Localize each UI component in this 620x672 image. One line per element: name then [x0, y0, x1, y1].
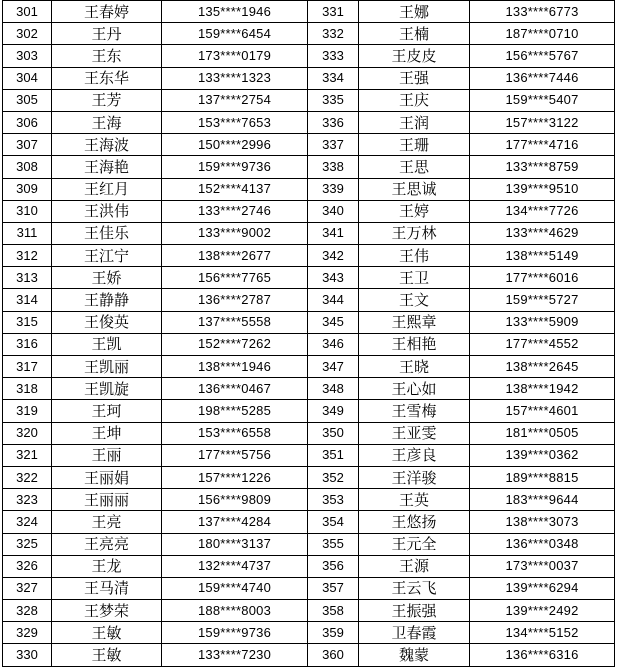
- left-number-cell: 328: [3, 600, 52, 622]
- right-phone-cell: 189****8815: [470, 466, 615, 488]
- right-name-cell: 王娜: [359, 1, 470, 23]
- left-name-cell: 王丽丽: [52, 489, 162, 511]
- right-name-cell: 卫春霞: [359, 622, 470, 644]
- right-phone-cell: 139****6294: [470, 577, 615, 599]
- right-phone-cell: 181****0505: [470, 422, 615, 444]
- left-name-cell: 王丽娟: [52, 466, 162, 488]
- right-number-cell: 341: [308, 222, 359, 244]
- left-phone-cell: 157****1226: [162, 466, 308, 488]
- left-phone-cell: 153****7653: [162, 111, 308, 133]
- left-name-cell: 王凯丽: [52, 356, 162, 378]
- right-phone-cell: 173****0037: [470, 555, 615, 577]
- right-name-cell: 王熙章: [359, 311, 470, 333]
- right-phone-cell: 133****6773: [470, 1, 615, 23]
- table-row: [3, 356, 615, 378]
- left-phone-cell: 180****3137: [162, 533, 308, 555]
- table-row: [3, 200, 615, 222]
- right-number-cell: 342: [308, 245, 359, 267]
- left-phone-cell: 159****9736: [162, 622, 308, 644]
- table-row: [3, 67, 615, 89]
- right-phone-cell: 138****3073: [470, 511, 615, 533]
- right-number-cell: 349: [308, 400, 359, 422]
- left-number-cell: 324: [3, 511, 52, 533]
- left-phone-cell: 150****2996: [162, 134, 308, 156]
- table-row: [3, 45, 615, 67]
- right-phone-cell: 159****5727: [470, 289, 615, 311]
- left-phone-cell: 177****5756: [162, 444, 308, 466]
- left-name-cell: 王娇: [52, 267, 162, 289]
- left-phone-cell: 153****6558: [162, 422, 308, 444]
- left-name-cell: 王亮亮: [52, 533, 162, 555]
- right-number-cell: 335: [308, 89, 359, 111]
- left-name-cell: 王海: [52, 111, 162, 133]
- right-phone-cell: 139****9510: [470, 178, 615, 200]
- right-name-cell: 魏蒙: [359, 644, 470, 666]
- left-number-cell: 302: [3, 23, 52, 45]
- left-number-cell: 323: [3, 489, 52, 511]
- table-row: [3, 511, 615, 533]
- left-name-cell: 王春婷: [52, 1, 162, 23]
- table-row: [3, 444, 615, 466]
- right-name-cell: 王万林: [359, 222, 470, 244]
- table-row: [3, 400, 615, 422]
- right-name-cell: 王皮皮: [359, 45, 470, 67]
- right-phone-cell: 133****8759: [470, 156, 615, 178]
- left-phone-cell: 138****2677: [162, 245, 308, 267]
- right-number-cell: 343: [308, 267, 359, 289]
- right-phone-cell: 133****5909: [470, 311, 615, 333]
- left-number-cell: 326: [3, 555, 52, 577]
- right-name-cell: 王伟: [359, 245, 470, 267]
- left-number-cell: 309: [3, 178, 52, 200]
- table-row: [3, 134, 615, 156]
- left-phone-cell: 159****4740: [162, 577, 308, 599]
- left-name-cell: 王佳乐: [52, 222, 162, 244]
- left-phone-cell: 152****4137: [162, 178, 308, 200]
- left-number-cell: 316: [3, 333, 52, 355]
- left-name-cell: 王静静: [52, 289, 162, 311]
- left-name-cell: 王凯: [52, 333, 162, 355]
- left-number-cell: 306: [3, 111, 52, 133]
- right-name-cell: 王振强: [359, 600, 470, 622]
- left-name-cell: 王东: [52, 45, 162, 67]
- table-row: [3, 555, 615, 577]
- left-phone-cell: 132****4737: [162, 555, 308, 577]
- right-name-cell: 王悠扬: [359, 511, 470, 533]
- left-number-cell: 301: [3, 1, 52, 23]
- right-phone-cell: 157****3122: [470, 111, 615, 133]
- left-name-cell: 王坤: [52, 422, 162, 444]
- right-phone-cell: 136****7446: [470, 67, 615, 89]
- right-phone-cell: 183****9644: [470, 489, 615, 511]
- right-number-cell: 338: [308, 156, 359, 178]
- right-name-cell: 王婷: [359, 200, 470, 222]
- right-name-cell: 王思: [359, 156, 470, 178]
- right-number-cell: 350: [308, 422, 359, 444]
- right-name-cell: 王文: [359, 289, 470, 311]
- right-name-cell: 王珊: [359, 134, 470, 156]
- left-phone-cell: 133****2746: [162, 200, 308, 222]
- left-number-cell: 321: [3, 444, 52, 466]
- right-number-cell: 359: [308, 622, 359, 644]
- right-name-cell: 王楠: [359, 23, 470, 45]
- table-row: [3, 489, 615, 511]
- left-name-cell: 王红月: [52, 178, 162, 200]
- left-name-cell: 王梦荣: [52, 600, 162, 622]
- right-number-cell: 339: [308, 178, 359, 200]
- left-name-cell: 王马清: [52, 577, 162, 599]
- left-number-cell: 312: [3, 245, 52, 267]
- right-phone-cell: 134****7726: [470, 200, 615, 222]
- right-name-cell: 王心如: [359, 378, 470, 400]
- left-phone-cell: 159****9736: [162, 156, 308, 178]
- left-name-cell: 王海波: [52, 134, 162, 156]
- right-phone-cell: 133****4629: [470, 222, 615, 244]
- table-row: [3, 333, 615, 355]
- right-phone-cell: 134****5152: [470, 622, 615, 644]
- right-name-cell: 王润: [359, 111, 470, 133]
- left-phone-cell: 133****1323: [162, 67, 308, 89]
- right-phone-cell: 138****1942: [470, 378, 615, 400]
- right-name-cell: 王卫: [359, 267, 470, 289]
- right-number-cell: 348: [308, 378, 359, 400]
- right-phone-cell: 139****2492: [470, 600, 615, 622]
- right-number-cell: 360: [308, 644, 359, 666]
- right-number-cell: 332: [308, 23, 359, 45]
- left-phone-cell: 188****8003: [162, 600, 308, 622]
- left-name-cell: 王龙: [52, 555, 162, 577]
- left-name-cell: 王敏: [52, 644, 162, 666]
- left-phone-cell: 198****5285: [162, 400, 308, 422]
- right-name-cell: 王源: [359, 555, 470, 577]
- table-row: [3, 267, 615, 289]
- right-name-cell: 王强: [359, 67, 470, 89]
- right-phone-cell: 138****2645: [470, 356, 615, 378]
- left-phone-cell: 133****7230: [162, 644, 308, 666]
- table-row: [3, 600, 615, 622]
- left-name-cell: 王凯旋: [52, 378, 162, 400]
- right-number-cell: 355: [308, 533, 359, 555]
- left-phone-cell: 136****2787: [162, 289, 308, 311]
- right-phone-cell: 157****4601: [470, 400, 615, 422]
- left-phone-cell: 133****9002: [162, 222, 308, 244]
- left-number-cell: 327: [3, 577, 52, 599]
- right-name-cell: 王相艳: [359, 333, 470, 355]
- table-row: [3, 466, 615, 488]
- right-phone-cell: 136****6316: [470, 644, 615, 666]
- left-number-cell: 307: [3, 134, 52, 156]
- right-number-cell: 358: [308, 600, 359, 622]
- right-number-cell: 337: [308, 134, 359, 156]
- table-row: [3, 644, 615, 666]
- left-name-cell: 王亮: [52, 511, 162, 533]
- table-row: [3, 622, 615, 644]
- left-name-cell: 王丹: [52, 23, 162, 45]
- left-name-cell: 王丽: [52, 444, 162, 466]
- table-row: [3, 311, 615, 333]
- right-phone-cell: 139****0362: [470, 444, 615, 466]
- table-row: [3, 156, 615, 178]
- right-number-cell: 344: [308, 289, 359, 311]
- left-phone-cell: 156****9809: [162, 489, 308, 511]
- table-row: [3, 422, 615, 444]
- right-name-cell: 王英: [359, 489, 470, 511]
- left-number-cell: 313: [3, 267, 52, 289]
- right-name-cell: 王彦良: [359, 444, 470, 466]
- left-number-cell: 325: [3, 533, 52, 555]
- table-row: [3, 533, 615, 555]
- left-phone-cell: 135****1946: [162, 1, 308, 23]
- left-number-cell: 310: [3, 200, 52, 222]
- left-phone-cell: 159****6454: [162, 23, 308, 45]
- right-phone-cell: 138****5149: [470, 245, 615, 267]
- left-name-cell: 王江宁: [52, 245, 162, 267]
- left-phone-cell: 156****7765: [162, 267, 308, 289]
- table-row: [3, 245, 615, 267]
- left-number-cell: 320: [3, 422, 52, 444]
- right-number-cell: 354: [308, 511, 359, 533]
- right-number-cell: 336: [308, 111, 359, 133]
- right-name-cell: 王雪梅: [359, 400, 470, 422]
- right-phone-cell: 156****5767: [470, 45, 615, 67]
- left-phone-cell: 152****7262: [162, 333, 308, 355]
- table-row: [3, 222, 615, 244]
- left-name-cell: 王海艳: [52, 156, 162, 178]
- right-phone-cell: 136****0348: [470, 533, 615, 555]
- right-phone-cell: 159****5407: [470, 89, 615, 111]
- right-number-cell: 352: [308, 466, 359, 488]
- right-name-cell: 王晓: [359, 356, 470, 378]
- left-number-cell: 311: [3, 222, 52, 244]
- table-row: [3, 289, 615, 311]
- right-name-cell: 王元全: [359, 533, 470, 555]
- roster-table: [2, 0, 615, 667]
- right-number-cell: 356: [308, 555, 359, 577]
- right-phone-cell: 177****6016: [470, 267, 615, 289]
- left-name-cell: 王敏: [52, 622, 162, 644]
- table-row: [3, 577, 615, 599]
- left-number-cell: 304: [3, 67, 52, 89]
- left-name-cell: 王洪伟: [52, 200, 162, 222]
- table-row: [3, 378, 615, 400]
- right-phone-cell: 177****4716: [470, 134, 615, 156]
- left-number-cell: 303: [3, 45, 52, 67]
- left-number-cell: 330: [3, 644, 52, 666]
- right-phone-cell: 177****4552: [470, 333, 615, 355]
- right-name-cell: 王亚雯: [359, 422, 470, 444]
- left-phone-cell: 138****1946: [162, 356, 308, 378]
- right-number-cell: 333: [308, 45, 359, 67]
- left-phone-cell: 137****5558: [162, 311, 308, 333]
- right-phone-cell: 187****0710: [470, 23, 615, 45]
- right-name-cell: 王云飞: [359, 577, 470, 599]
- table-row: [3, 23, 615, 45]
- left-number-cell: 318: [3, 378, 52, 400]
- left-phone-cell: 137****4284: [162, 511, 308, 533]
- left-phone-cell: 137****2754: [162, 89, 308, 111]
- right-number-cell: 346: [308, 333, 359, 355]
- right-name-cell: 王洋骏: [359, 466, 470, 488]
- left-number-cell: 322: [3, 466, 52, 488]
- roster-table-body: [3, 1, 615, 667]
- right-number-cell: 340: [308, 200, 359, 222]
- right-number-cell: 353: [308, 489, 359, 511]
- left-phone-cell: 173****0179: [162, 45, 308, 67]
- left-name-cell: 王俊英: [52, 311, 162, 333]
- right-number-cell: 334: [308, 67, 359, 89]
- table-row: [3, 89, 615, 111]
- left-number-cell: 308: [3, 156, 52, 178]
- right-name-cell: 王思诚: [359, 178, 470, 200]
- left-name-cell: 王芳: [52, 89, 162, 111]
- table-row: [3, 1, 615, 23]
- right-number-cell: 345: [308, 311, 359, 333]
- right-number-cell: 357: [308, 577, 359, 599]
- right-number-cell: 347: [308, 356, 359, 378]
- right-number-cell: 351: [308, 444, 359, 466]
- left-number-cell: 305: [3, 89, 52, 111]
- left-name-cell: 王珂: [52, 400, 162, 422]
- left-number-cell: 329: [3, 622, 52, 644]
- left-number-cell: 314: [3, 289, 52, 311]
- left-number-cell: 319: [3, 400, 52, 422]
- table-row: [3, 178, 615, 200]
- right-name-cell: 王庆: [359, 89, 470, 111]
- left-phone-cell: 136****0467: [162, 378, 308, 400]
- left-number-cell: 315: [3, 311, 52, 333]
- table-row: [3, 111, 615, 133]
- left-number-cell: 317: [3, 356, 52, 378]
- right-number-cell: 331: [308, 1, 359, 23]
- left-name-cell: 王东华: [52, 67, 162, 89]
